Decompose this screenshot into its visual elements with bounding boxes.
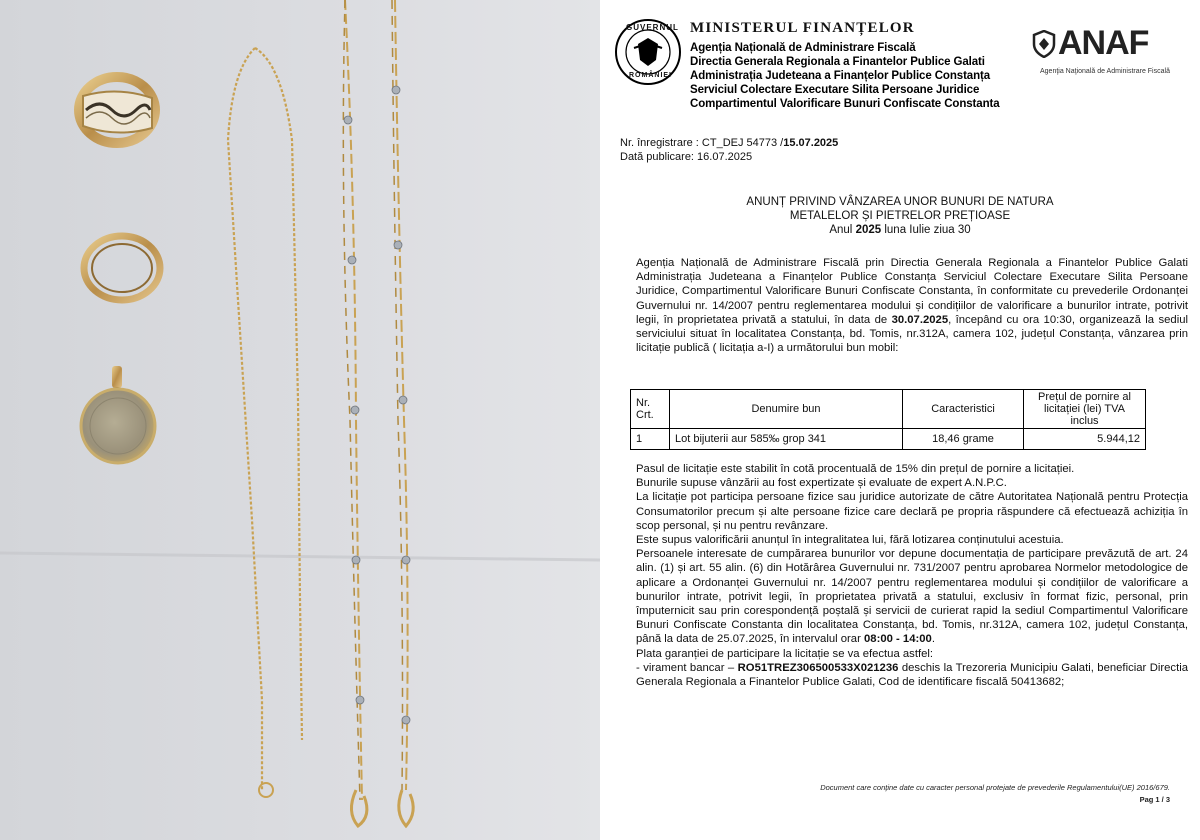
title-line-1: ANUNȚ PRIVIND VÂNZAREA UNOR BUNURI DE NATURA (746, 196, 1054, 208)
bid-step: Pasul de licitație este stabilit în cotă procentuală de 15% din prețul de pornire a licitației. (636, 463, 1075, 475)
registration-number (620, 137, 838, 149)
ministry-name: MINISTERUL FINANȚELOR (690, 20, 915, 36)
registration-label: Nr. înregistrare : CT_DEJ 54773 / (620, 137, 784, 149)
seal-text-bottom: ROMÂNIEI (629, 72, 672, 79)
registration-date: 15.07.2025 (783, 137, 839, 149)
publication-date: Dată publicare: 16.07.2025 (620, 151, 753, 163)
guarantee-note: Plata garanției de participare la licitație se va efectua astfel: (636, 647, 934, 660)
seal-text (614, 18, 682, 86)
header-line-4: Serviciul Colectare Executare Silita Persoane Juridice (690, 84, 980, 96)
title-year: 2025 (855, 224, 882, 236)
intro-paragraph (636, 256, 1188, 355)
participants-note: La licitație pot participa persoane fizice sau juridice autorizate de către Autoritatea Națională pentru Protecția Consumatorilor precum și alte persoane fizice care declară pe propria răspundere că efectuează achiziția în scop personal, și nu pentru revânzare. (636, 491, 1188, 532)
seal-text-top: GUVERNUL (626, 23, 679, 32)
intro-text-2: , începând cu ora 10:30, organizează la sediul serviciului situat în localitatea Constanța, bd. Tomis, nr.312A, camera 102, județul Constanța, vânzarea prin licitație publică ( licitația a-I) a următorului bun mobil: (636, 313, 1188, 355)
cell-characteristics: 18,46 grame (903, 429, 1024, 450)
cell-name: Lot bijuterii aur 585‰ grop 341 (670, 429, 903, 450)
bank-transfer-details: deschis la Trezoreria Municipiu Galati, beneficiar Directia Generala Regionala a Finantelor Publice Galati, Cod de identificare fiscală 50413682; (636, 661, 1189, 689)
expertise-note: Bunurile supuse vânzării au fost expertizate și evaluate de expert A.N.P.C. (636, 477, 1007, 490)
documentation-hours: 08:00 - 14:00 (864, 633, 932, 646)
cell-price: 5.944,12 (1024, 429, 1146, 450)
conditions-paragraph (636, 462, 1188, 689)
bank-transfer-label: - virament bancar – (636, 661, 735, 674)
documentation-text: Persoanele interesate de cumpărarea bunurilor vor depune documentația de participare prevăzută de art. 24 alin. (1) și art. 55 alin. (6) din Hotărârea Guvernului nr. 731/2007 pentru aprobarea Normelor metodologice de aplicare a Ordonanței Guvernului nr. 14/2007 pentru reglementarea modului și condițiilor de valorificare a bunurilor intrate, potrivit legii, în proprietatea privată a statului, exclusiv în format fizic, personal, prin împuternicit sau prin corespondență poștală și servicii de curierat rapid la sediul Compartimentul Valorificare Bunuri Confiscate Constanta din localitatea Constanța, bd. Tomis, nr.312A, camera 102, județul Constanța, până la data de 25.07.2025, în intervalul orar (636, 548, 1188, 646)
table-row (631, 429, 1146, 450)
header-line-2: Directia Generala Regionala a Finantelor Publice Galati (690, 56, 985, 68)
table-header-row (631, 390, 1146, 429)
bank-transfer-note (636, 661, 1188, 689)
gdpr-footnote: Document care conține date cu caracter personal protejate de prevederile Regulamentului(UE) 2016/679. (820, 783, 1170, 792)
lot-table (630, 389, 1146, 450)
documentation-end: . (931, 633, 935, 646)
col-name: Denumire bun (670, 390, 903, 429)
cell-nr: 1 (631, 429, 670, 450)
header-line-3: Administrația Judeteana a Finanțelor Publice Constanța (690, 70, 991, 82)
title-date: luna Iulie ziua 30 (884, 224, 971, 236)
intro-text-1: Agenția Națională de Administrare Fiscală prin Directia Generala Regionala a Finantelor Publice Galati Administrația Judeteana a Finanțelor Publice Constanța Serviciul Colectare Executare Silita Persoane Juridice, Compartimentul Valorificare Bunuri Confiscate Constanta, în conformitate cu prevederile Ordonanței Guvernului nr. 14/2007 pentru reglementarea modului și condițiilor de valorificare a bunurilor intrate, potrivit legii, în proprietatea privată a statului, în data de (636, 257, 1188, 326)
title-line-3 (600, 224, 1200, 236)
header-line-5: Compartimentul Valorificare Bunuri Confiscate Constanta (690, 98, 1000, 110)
documentation-note (636, 547, 1188, 646)
page-number: Pag 1 / 3 (1139, 795, 1170, 804)
announcement-document (600, 0, 1200, 840)
anaf-logo-text: ANAF (1058, 24, 1149, 62)
col-starting-price: Prețul de pornire al licitației (lei) TVA inclus (1024, 390, 1146, 429)
lot-note: Este supus valorificării anunțul în integralitatea lui, fără lotizarea conținutului acestuia. (636, 534, 1064, 547)
anaf-shield-icon (1032, 30, 1056, 58)
col-nr: Nr. Crt. (631, 390, 670, 429)
auction-date: 30.07.2025 (891, 313, 949, 326)
title-line-2: METALELOR ȘI PIETRELOR PREȚIOASE (789, 210, 1011, 222)
iban: RO51TREZ306500533X021236 (737, 661, 899, 674)
col-characteristics: Caracteristici (903, 390, 1024, 429)
anaf-logo-subtext: Agenţia Naţională de Administrare Fiscală (1040, 68, 1170, 75)
header-line-1: Agenția Națională de Administrare Fiscală (690, 42, 916, 54)
title-year-label: Anul (829, 224, 853, 236)
